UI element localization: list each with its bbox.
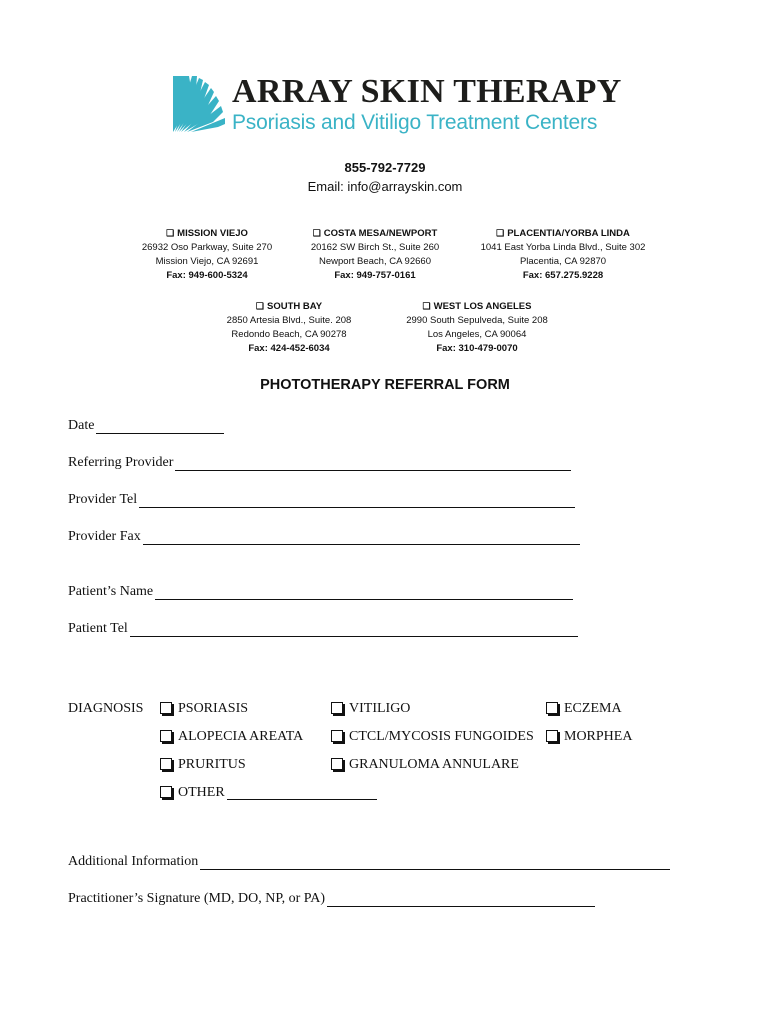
diagnosis-option-other[interactable] (160, 785, 377, 801)
office-city: Mission Viejo, CA 92691 (155, 256, 259, 267)
signature-input-line[interactable] (327, 892, 595, 907)
office-address: 20162 SW Birch St., Suite 260 (310, 242, 440, 253)
additional-info-field[interactable] (68, 850, 670, 870)
checkbox-icon: ❑ (312, 228, 321, 238)
email-address: Email: info@arrayskin.com (307, 179, 463, 194)
diagnosis-option[interactable] (331, 729, 534, 745)
office-address: 26932 Oso Parkway, Suite 270 (141, 242, 273, 253)
checkbox-icon[interactable] (160, 730, 172, 742)
office-city: Redondo Beach, CA 90278 (231, 329, 347, 340)
checkbox-icon: ❑ (496, 228, 505, 238)
option-label: VITILIGO (349, 701, 411, 716)
patient-name-input-line[interactable] (155, 585, 573, 600)
additional-info-label: Additional Information (68, 854, 199, 869)
office-city: Los Angeles, CA 90064 (427, 329, 527, 340)
checkbox-icon: ❑ (422, 301, 431, 311)
option-label: GRANULOMA ANNULARE (349, 757, 519, 772)
diagnosis-option[interactable] (160, 729, 303, 745)
diagnosis-option[interactable] (546, 729, 632, 745)
checkbox-icon: ❑ (166, 228, 175, 238)
office-address: 2990 South Sepulveda, Suite 208 (406, 315, 548, 326)
office-address: 1041 East Yorba Linda Blvd., Suite 302 (480, 242, 646, 253)
provider-fax-label: Provider Fax (68, 529, 141, 544)
sunburst-icon (173, 76, 225, 132)
referring-provider-input-line[interactable] (175, 456, 571, 471)
office-fax: Fax: 424-452-6034 (248, 343, 330, 354)
provider-tel-input-line[interactable] (139, 493, 575, 508)
checkbox-icon[interactable] (546, 702, 558, 714)
office-city: Newport Beach, CA 92660 (319, 256, 431, 267)
diagnosis-option[interactable] (331, 701, 410, 717)
phone-number: 855-792-7729 (344, 160, 426, 175)
provider-tel-label: Provider Tel (68, 492, 138, 507)
diagnosis-option[interactable] (331, 757, 519, 773)
checkbox-icon[interactable] (160, 702, 172, 714)
logo-subtitle: Psoriasis and Vitiligo Treatment Centers (232, 111, 598, 134)
office-name: SOUTH BAY (267, 301, 323, 312)
patient-tel-input-line[interactable] (130, 622, 578, 637)
option-label: OTHER (178, 785, 225, 800)
office-name: COSTA MESA/NEWPORT (323, 228, 438, 239)
form-title: PHOTOTHERAPY REFERRAL FORM (260, 377, 510, 393)
date-field[interactable] (68, 414, 224, 434)
patient-tel-label: Patient Tel (68, 621, 128, 636)
office-name: WEST LOS ANGELES (433, 301, 532, 312)
diagnosis-option[interactable] (160, 757, 246, 773)
option-label: PSORIASIS (178, 701, 249, 716)
signature-field[interactable] (68, 887, 595, 907)
option-label: MORPHEA (564, 729, 633, 744)
diagnosis-option[interactable] (160, 701, 248, 717)
checkbox-icon[interactable] (160, 758, 172, 770)
option-label: PRURITUS (178, 757, 246, 772)
referring-provider-field[interactable] (68, 451, 571, 471)
checkbox-icon[interactable] (331, 702, 343, 714)
date-label: Date (68, 418, 95, 433)
office-address: 2850 Artesia Blvd., Suite. 208 (226, 315, 352, 326)
other-input-line[interactable] (227, 786, 377, 800)
checkbox-icon[interactable] (546, 730, 558, 742)
office-costa-mesa (275, 226, 475, 283)
office-west-la (377, 299, 577, 356)
office-fax: Fax: 310-479-0070 (436, 343, 518, 354)
diagnosis-label: DIAGNOSIS (68, 701, 144, 716)
office-name: PLACENTIA/YORBA LINDA (507, 228, 630, 239)
date-input-line[interactable] (96, 419, 224, 434)
signature-label: Practitioner’s Signature (MD, DO, NP, or PA) (68, 891, 326, 906)
office-fax: Fax: 657.275.9228 (522, 270, 604, 281)
office-fax: Fax: 949-600-5324 (166, 270, 248, 281)
checkbox-icon[interactable] (331, 730, 343, 742)
office-placentia (463, 226, 663, 283)
office-city: Placentia, CA 92870 (519, 256, 607, 267)
logo-title: ARRAY SKIN THERAPY (232, 73, 622, 110)
patient-tel-field[interactable] (68, 617, 578, 637)
option-label: CTCL/MYCOSIS FUNGOIDES (349, 729, 534, 744)
checkbox-icon: ❑ (255, 301, 264, 311)
provider-fax-field[interactable] (68, 525, 580, 545)
office-south-bay (189, 299, 389, 356)
provider-tel-field[interactable] (68, 488, 575, 508)
office-fax: Fax: 949-757-0161 (334, 270, 416, 281)
option-label: ALOPECIA AREATA (178, 729, 304, 744)
additional-info-input-line[interactable] (200, 855, 670, 870)
patient-name-field[interactable] (68, 580, 573, 600)
checkbox-icon[interactable] (160, 786, 172, 798)
option-label: ECZEMA (564, 701, 622, 716)
office-name: MISSION VIEJO (177, 228, 248, 239)
provider-fax-input-line[interactable] (143, 530, 580, 545)
patient-name-label: Patient’s Name (68, 584, 154, 599)
diagnosis-option[interactable] (546, 701, 622, 717)
referring-provider-label: Referring Provider (68, 455, 174, 470)
checkbox-icon[interactable] (331, 758, 343, 770)
